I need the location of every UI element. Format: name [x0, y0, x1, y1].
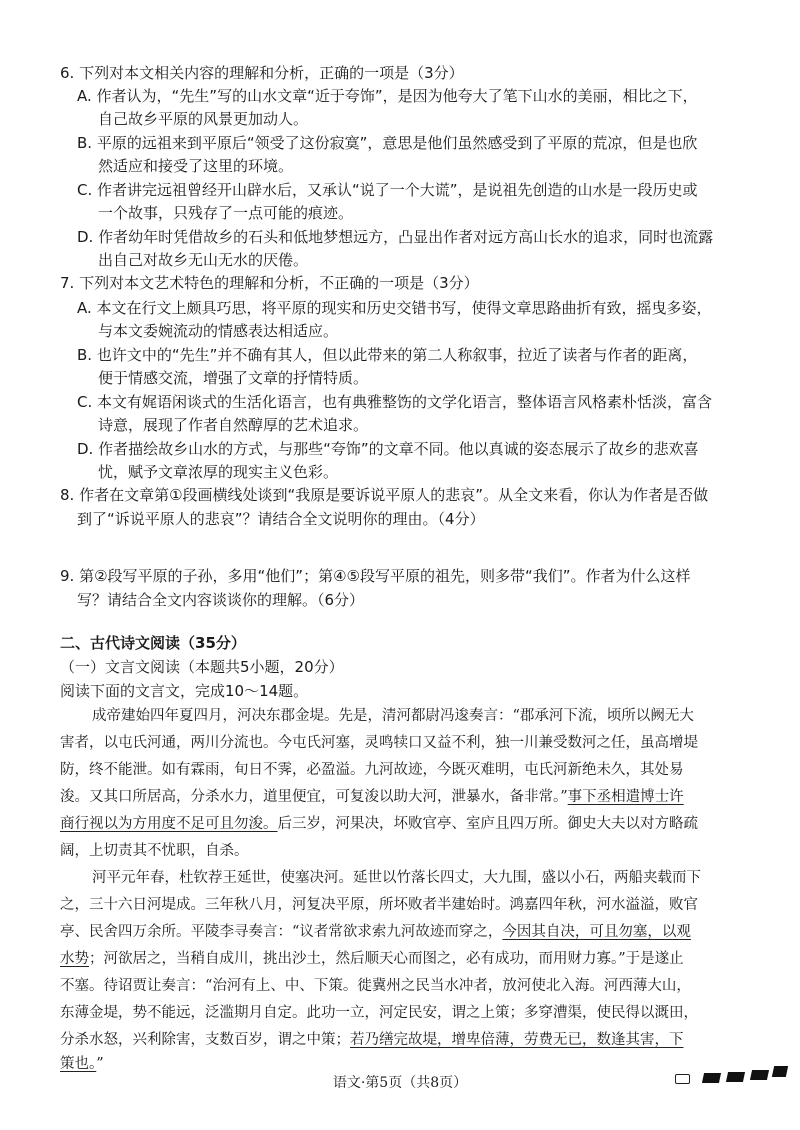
q6-option-a: A. 作者认为，“先生”写的山水文章“近于夸饰”，是因为他夸大了笔下山水的美丽，相比之下， [77, 87, 698, 105]
q6-option-d-cont: 出自己对故乡无山无水的厌倦。 [98, 251, 309, 269]
section-instruction: 阅读下面的文言文，完成10～14题。 [60, 682, 309, 700]
alignment-block-icon [702, 1073, 721, 1083]
q7-option-d: D. 作者描绘故乡山水的方式，与那些“夸饰”的文章不同。他以真诚的姿态展示了故乡的悲欢喜 [77, 440, 699, 458]
q7-option-b: B. 也许文中的“先生”并不确有其人，但以此带来的第二人称叙事，拉近了读者与作者的距离， [77, 346, 698, 364]
q6-option-d: D. 作者幼年时凭借故乡的石头和低地梦想远方，凸显出作者对远方高山长水的追求，同时也流露 [77, 228, 714, 246]
q7-option-c-cont: 诗意，展现了作者自然醇厚的艺术追求。 [98, 416, 369, 434]
passage-p1-line3: 防，终不能泄。如有霖雨，旬日不霁，必盈溢。九河故迹，今既灭难明，屯氏河新绝未久，其处易 [60, 762, 684, 778]
passage-p1-line6: 阔，上切责其不忧职，自杀。 [60, 843, 249, 859]
q6-option-c: C. 作者讲完远祖曾经开山辟水后，又承认“说了一个大谎”，是说祖先创造的山水是一段历史或 [77, 181, 698, 199]
q7-option-a-cont: 与本文委婉流动的情感表达相适应。 [98, 322, 339, 340]
q8-stem-cont: 到了“诉说平原人的悲哀”？请结合全文说明你的理由。（4分） [77, 510, 485, 528]
passage-p2-line7-text: 分杀水怒，兴利除害，支数百岁，谓之中策； [60, 1032, 350, 1048]
q7-option-d-cont: 忧，赋予文章浓厚的现实主义色彩。 [98, 463, 339, 481]
q9-stem-cont: 写？请结合全文内容谈谈你的理解。（6分） [77, 591, 365, 609]
q7-stem: 7. 下列对本文艺术特色的理解和分析，不正确的一项是（3分） [60, 274, 479, 292]
passage-p1-line1: 成帝建始四年夏四月，河决东郡金堤。先是，清河都尉冯逡奏言：“郡承河下流，顷所以阙无大 [92, 708, 694, 724]
alignment-block-icon [750, 1070, 769, 1080]
alignment-block-icon [726, 1072, 745, 1082]
passage-p2-line4-text: ；河欲居之，当稍自成川，挑出沙土，然后顺天心而图之，必有成功，而用财力寡。”于是遂止 [89, 951, 684, 967]
q8-stem: 8. 作者在文章第①段画横线处谈到“我原是要诉说平原人的悲哀”。从全文来看，你认为作者是否做 [60, 486, 709, 504]
q7-option-b-cont: 便于情感交流，增强了文章的抒情特质。 [98, 369, 369, 387]
q7-option-a: A. 本文在行文上颇具巧思，将平原的现实和历史交错书写，使得文章思路曲折有致，摇曳多姿， [77, 299, 712, 317]
underlined-quote-part2: 水势 [60, 951, 89, 967]
passage-p2-line2: 之，三十六日河堤成。三年秋八月，河复决平原，所坏败者半建始时。鸿嘉四年秋，河水溢溢，败官 [60, 897, 698, 913]
passage-p1-line5-text: 后三岁，河果决，坏败官亭、室庐且四万所。御史大夫以对方略疏 [277, 816, 698, 832]
subsection-title: （一）文言文阅读（本题共5小题，20分） [60, 658, 344, 676]
q6-option-c-cont: 一个故事，只残存了一点可能的痕迹。 [98, 204, 354, 222]
closing-quote: ” [96, 1056, 104, 1072]
q9-stem: 9. 第②段写平原的子孙，多用“他们”；第④⑤段写平原的祖先，则多带“我们”。作者为什么这样 [60, 567, 691, 585]
page-footer: 语文·第5页（共8页） [332, 1075, 468, 1091]
q7-option-c: C. 本文有娓语闲谈式的生活化语言，也有典雅整饬的文学化语言，整体语言风格素朴恬淡，富含 [77, 393, 713, 411]
passage-p2-line1: 河平元年春，杜钦荐王延世，使塞决河。延世以竹落长四丈，大九围，盛以小石，两船夹载而下 [92, 870, 701, 886]
passage-p2-line7 [60, 1030, 684, 1050]
underlined-sentence-part1: 事下丞相遣博士许 [567, 789, 684, 805]
q6-stem: 6. 下列对本文相关内容的理解和分析，正确的一项是（3分） [60, 64, 464, 82]
passage-p2-line6: 东薄金堤，势不能远，泛滥期月自定。此功一立，河定民安，谓之上策；多穿漕渠，使民得以溉田， [60, 1005, 698, 1021]
passage-p2-line4 [60, 949, 684, 969]
section-title: 二、古代诗文阅读（35分） [60, 634, 246, 652]
q6-option-a-cont: 自己故乡平原的风景更加动人。 [98, 110, 309, 128]
underlined-quote-part1: 今因其自决，可且勿塞，以观 [502, 924, 691, 940]
passage-p2-line3-text: 亭、民舍四万余所。平陵李寻奏言：“议者常欲求索九河故迹而穿之， [60, 924, 503, 940]
passage-p1-line4-text: 浚。又其口所居高，分杀水力，道里便宜，可复浚以助大河，泄暴水，备非常。” [60, 789, 568, 805]
q6-option-b-cont: 然适应和接受了这里的环境。 [98, 157, 294, 175]
underlined-sentence-part2: 商行视以为方用度不足可且勿浚。 [60, 816, 278, 832]
underlined-strategy-part2: 策也。 [60, 1056, 97, 1072]
passage-p1-line2: 害者，以屯氏河通，两川分流也。今屯氏河塞，灵鸣犊口又益不利，独一川兼受数河之任，虽高增堤 [60, 735, 698, 751]
passage-p1-line5 [60, 814, 698, 834]
alignment-box-icon [675, 1074, 690, 1084]
passage-p2-line3 [60, 922, 691, 942]
alignment-block-icon [772, 1066, 788, 1077]
passage-p2-line8 [60, 1054, 104, 1074]
q6-option-b: B. 平原的远祖来到平原后“领受了这份寂寞”，意思是他们虽然感受到了平原的荒凉，但是也欣 [77, 134, 698, 152]
underlined-strategy-part1: 若乃缮完故堤，增卑倍薄，劳费无已，数逢其害，下 [350, 1032, 684, 1048]
passage-p1-line4 [60, 787, 684, 807]
passage-p2-line5: 不塞。待诏贾让奏言：“治河有上、中、下策。徙冀州之民当水冲者，放河使北入海。河西薄大山， [60, 978, 691, 994]
